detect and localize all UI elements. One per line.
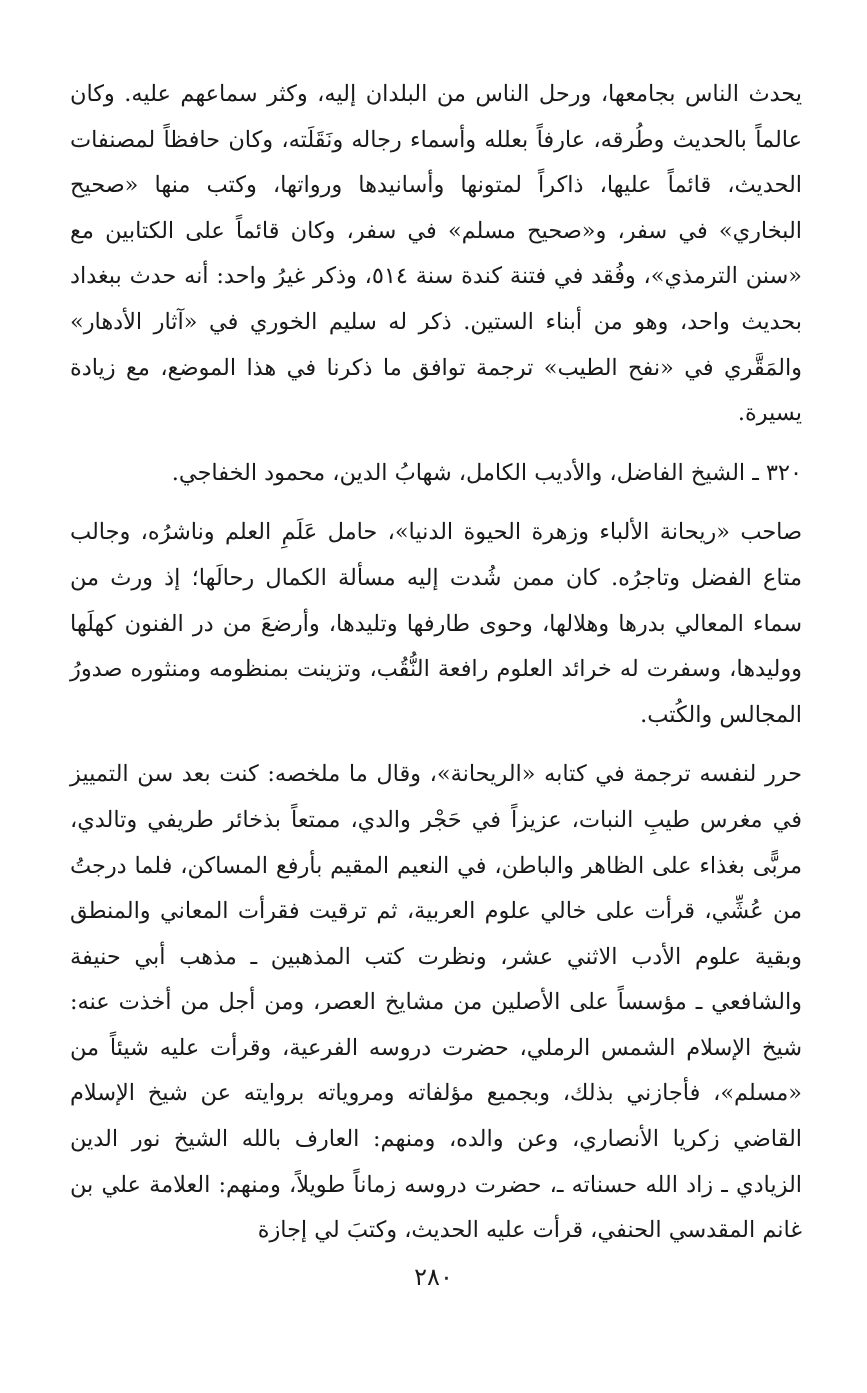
paragraph-3: صاحب «ريحانة الألباء وزهرة الحيوة الدنيا»، حامل عَلَمِ العلم وناشرُه، وجالب متاع الفضل وتاجرُه. كان ممن شُدت إليه مسألة الكمال رحالَها؛ إذ ورث من سماء المعالي بدرها وهلالها، وحوى طارفها وتليدها، وأرضعَ من در الفنون كهلَها ووليدها، وسفرت له خرائد العلوم رافعة النُّقُب، وتزينت بمنظومه ومنثوره صدورُ المجالس والكُتب.	[70, 519, 802, 728]
paragraph-4: حرر لنفسه ترجمة في كتابه «الريحانة»، وقال ما ملخصه: كنت بعد سن التمييز في مغرس طيبِ النبات، عزيزاً في حَجْر والدي، ممتعاً بذخائر طريفي وتالدي، مربًّى بغذاء على الظاهر والباطن، في النعيم المقيم بأرفع المساكن، فلما درجتُ من عُشِّي، قرأت على خالي علوم العربية، ثم ترقيت فقرأت المعاني والمنطق وبقية علوم الأدب الاثني عشر، ونظرت كتب المذهبين ـ مذهب أبي حنيفة والشافعي ـ مؤسساً على الأصلين من مشايخ العصر، ومن أجل من أخذت عنه: شيخ الإسلام الشمس الرملي، حضرت دروسه الفرعية، وقرأت عليه شيئاً من «مسلم»، فأجازني بذلك، وبجميع مؤلفاته ومروياته بروايته عن شيخ الإسلام القاضي زكريا الأنصاري، وعن والده، ومنهم: العارف بالله الشيخ نور الدين الزيادي ـ زاد الله حسناته ـ، حضرت دروسه زماناً طويلاً، ومنهم: العلامة علي بن غانم المقدسي الحنفي، قرأت عليه الحديث، وكتبَ لي إجازة	[70, 761, 802, 1244]
body-text	[70, 72, 802, 1254]
paragraph-1: يحدث الناس بجامعها، ورحل الناس من البلدان إليه، وكثر سماعهم عليه. وكان عالماً بالحديث وطُرقه، عارفاً بعلله وأسماء رجاله ونَقَلَته، وكان حافظاً لمصنفات الحديث، قائماً عليها، ذاكراً لمتونها وأسانيدها ورواتها، وكتب منها «صحيح البخاري» في سفر، و«صحيح مسلم» في سفر، وكان قائماً على الكتابين مع «سنن الترمذي»، وفُقد في فتنة كندة سنة ٥١٤، وذكر غيرُ واحد: أنه حدث ببغداد بحديث واحد، وهو من أبناء الستين. ذكر له سليم الخوري في «آثار الأدهار» والمَقَّري في «نفح الطيب» ترجمة توافق ما ذكرنا في هذا الموضع، مع زيادة يسيرة.	[70, 81, 802, 427]
entry-heading: ٣٢٠ ـ الشيخ الفاضل، والأديب الكامل، شهابُ الدين، محمود الخفاجي.	[171, 459, 802, 486]
page-number: ٢٨٠	[414, 1263, 453, 1291]
